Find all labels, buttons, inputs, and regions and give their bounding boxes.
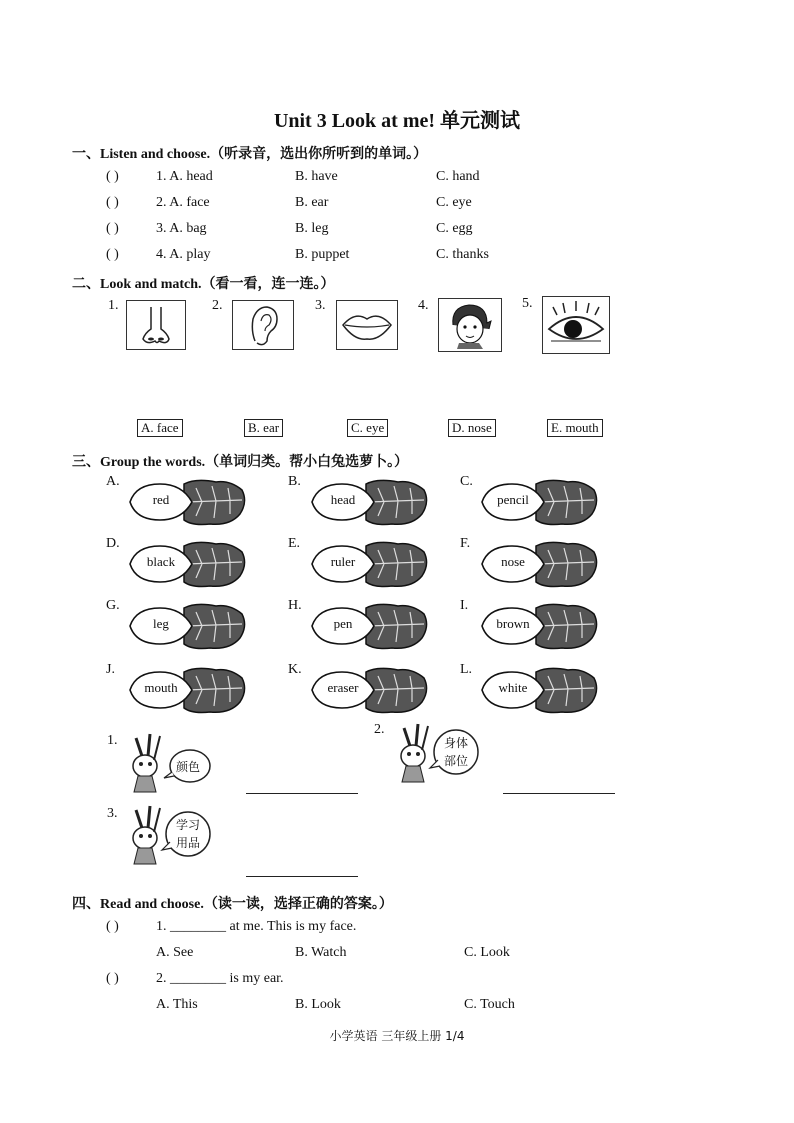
group-label-2a: 身体 — [444, 736, 469, 750]
option-a: 2. A. face — [156, 195, 210, 210]
radish-word: red — [152, 492, 170, 507]
group-label-3a: 学习 — [176, 818, 201, 832]
option-b: B. puppet — [295, 247, 350, 262]
word-letter: L. — [460, 662, 473, 677]
radish-word: mouth — [144, 680, 178, 695]
radish-word: white — [498, 680, 528, 695]
answer-blank-1[interactable] — [246, 793, 358, 794]
radish-card[interactable] — [308, 538, 430, 590]
word-letter: J. — [106, 662, 115, 677]
rabbit-group-school — [124, 802, 214, 866]
radish-card[interactable] — [478, 664, 600, 716]
option-b: B. ear — [295, 195, 329, 210]
rabbit-icon — [392, 720, 482, 784]
q1-option-b: B. Watch — [295, 945, 347, 960]
rabbit-icon — [124, 802, 214, 866]
group-number-1: 1. — [107, 733, 118, 748]
radish-word: brown — [496, 616, 530, 631]
answer-paren[interactable]: ( ) — [106, 169, 119, 184]
match-option-c: C. eye — [347, 419, 388, 437]
q2-option-c: C. Touch — [464, 997, 515, 1012]
answer-paren[interactable]: ( ) — [106, 195, 119, 210]
group-label-1: 颜色 — [176, 760, 201, 774]
match-option-a: A. face — [137, 419, 183, 437]
radish-word: pencil — [497, 492, 529, 507]
radish-word: head — [330, 492, 356, 507]
word-letter: G. — [106, 598, 120, 613]
word-letter: A. — [106, 474, 120, 489]
mouth-icon — [336, 300, 398, 350]
rabbit-icon — [124, 730, 214, 794]
page-title: Unit 3 Look at me! 单元测试 — [273, 110, 521, 132]
ear-icon — [232, 300, 294, 350]
radish-card[interactable] — [126, 538, 248, 590]
q2-option-b: B. Look — [295, 997, 341, 1012]
radish-word: pen — [333, 616, 353, 631]
group-number-3: 3. — [107, 806, 118, 821]
page-footer: 小学英语 三年级上册 1/4 — [329, 1029, 465, 1043]
answer-paren[interactable]: ( ) — [106, 247, 119, 262]
match-option-e: E. mouth — [547, 419, 603, 437]
answer-blank-2[interactable] — [503, 793, 615, 794]
answer-paren[interactable]: ( ) — [106, 221, 119, 236]
answer-paren-q2[interactable]: ( ) — [106, 971, 119, 986]
radish-word: leg — [153, 616, 169, 631]
option-a: 3. A. bag — [156, 221, 207, 236]
word-letter: E. — [288, 536, 301, 551]
option-b: B. have — [295, 169, 338, 184]
option-b: B. leg — [295, 221, 329, 236]
radish-card[interactable] — [478, 538, 600, 590]
section-4-heading: 四、Read and choose.（读一读，选择正确的答案。） — [72, 897, 393, 912]
girl-face-icon — [438, 298, 502, 352]
group-number-2: 2. — [374, 722, 385, 737]
option-c: C. hand — [436, 169, 480, 184]
option-c: C. egg — [436, 221, 473, 236]
option-a: 4. A. play — [156, 247, 211, 262]
answer-paren-q1[interactable]: ( ) — [106, 919, 119, 934]
radish-card[interactable] — [308, 476, 430, 528]
radish-card[interactable] — [126, 476, 248, 528]
q1-option-c: C. Look — [464, 945, 510, 960]
group-label-3b: 用品 — [176, 836, 201, 850]
picture-number-3: 3. — [315, 298, 326, 313]
radish-card[interactable] — [126, 664, 248, 716]
section-3-heading: 三、Group the words.（单词归类。帮小白兔选萝卜。） — [72, 455, 409, 470]
match-option-b: B. ear — [244, 419, 283, 437]
q2-option-a: A. This — [156, 997, 198, 1012]
radish-card[interactable] — [126, 600, 248, 652]
word-letter: F. — [460, 536, 471, 551]
radish-word: ruler — [330, 554, 356, 569]
word-letter: I. — [460, 598, 469, 613]
word-letter: C. — [460, 474, 473, 489]
word-letter: B. — [288, 474, 301, 489]
rabbit-group-body — [392, 720, 482, 784]
match-option-d: D. nose — [448, 419, 496, 437]
question-2-text: 2. ________ is my ear. — [156, 971, 284, 986]
rabbit-group-colour — [124, 730, 214, 794]
radish-card[interactable] — [478, 476, 600, 528]
radish-word: nose — [501, 554, 525, 569]
picture-number-5: 5. — [522, 296, 533, 311]
option-c: C. thanks — [436, 247, 489, 262]
radish-word: black — [146, 554, 176, 569]
radish-word: eraser — [327, 680, 359, 695]
eye-icon — [542, 296, 610, 354]
picture-number-1: 1. — [108, 298, 119, 313]
word-letter: D. — [106, 536, 120, 551]
radish-card[interactable] — [308, 664, 430, 716]
question-1-text: 1. ________ at me. This is my face. — [156, 919, 357, 934]
word-letter: H. — [288, 598, 302, 613]
section-2-heading: 二、Look and match.（看一看，连一连。） — [72, 277, 335, 292]
nose-icon — [126, 300, 186, 350]
picture-number-2: 2. — [212, 298, 223, 313]
answer-blank-3[interactable] — [246, 876, 358, 877]
picture-number-4: 4. — [418, 298, 429, 313]
word-letter: K. — [288, 662, 302, 677]
option-c: C. eye — [436, 195, 472, 210]
section-1-heading: 一、Listen and choose.（听录音，选出你所听到的单词。） — [72, 147, 428, 162]
q1-option-a: A. See — [156, 945, 194, 960]
group-label-2b: 部位 — [444, 754, 469, 768]
radish-card[interactable] — [308, 600, 430, 652]
option-a: 1. A. head — [156, 169, 213, 184]
radish-card[interactable] — [478, 600, 600, 652]
